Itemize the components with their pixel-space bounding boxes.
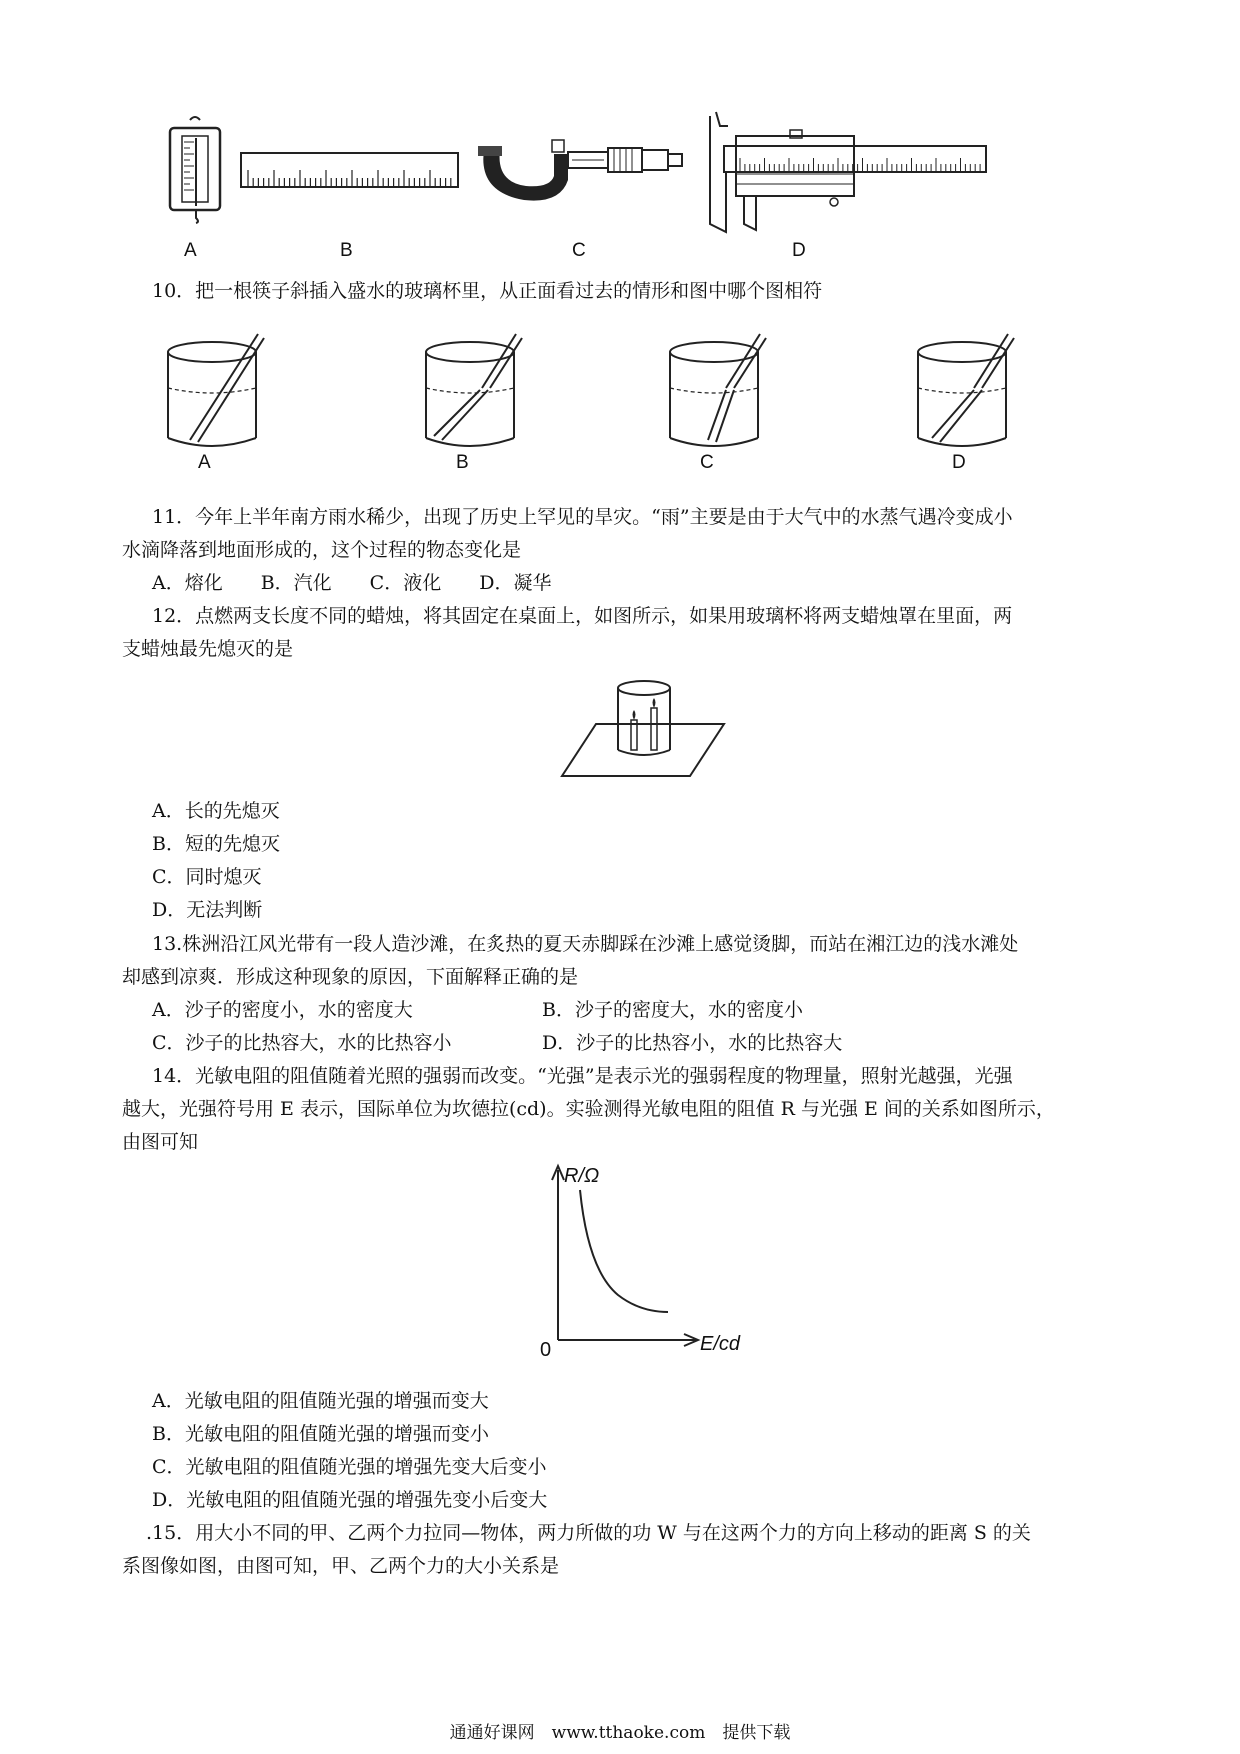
resistance-light-graph xyxy=(528,1160,768,1360)
q11-line1: 11．今年上半年南方雨水稀少，出现了历史上罕见的旱灾。“雨”主要是由于大气中的水蒸气遇冷变成小 xyxy=(152,506,1013,528)
q13-line1: 13.株洲沿江风光带有一段人造沙滩，在炙热的夏天赤脚踩在沙滩上感觉烫脚，而站在湘江边的浅水滩处 xyxy=(152,933,1019,955)
q13-option-c: C．沙子的比热容大，水的比热容小 xyxy=(152,1032,452,1054)
glass-figure-c xyxy=(664,330,774,450)
fig9-label-a: A xyxy=(184,240,197,261)
q14-option-c: C．光敏电阻的阻值随光强的增强先变大后变小 xyxy=(152,1456,547,1478)
q10-label-d: D xyxy=(952,452,966,473)
q14-line3: 由图可知 xyxy=(122,1131,199,1153)
vernier-caliper-figure xyxy=(700,112,990,236)
fig9-label-d: D xyxy=(792,240,806,261)
q14-line1: 14．光敏电阻的阻值随着光照的强弱而改变。“光强”是表示光的强弱程度的物理量，照射光越强，光强 xyxy=(152,1065,1013,1087)
q13-option-a: A．沙子的密度小，水的密度大 xyxy=(152,999,413,1021)
q14-option-b: B．光敏电阻的阻值随光强的增强而变小 xyxy=(152,1423,489,1445)
fig9-label-c: C xyxy=(572,240,586,261)
q15-line2: 系图像如图，由图可知，甲、乙两个力的大小关系是 xyxy=(122,1555,560,1577)
spring-scale-figure xyxy=(160,118,230,223)
glass-figure-b xyxy=(420,330,530,450)
fig9-label-b: B xyxy=(340,240,353,261)
graph-y-label: R/Ω xyxy=(564,1165,600,1187)
q12-line2: 支蜡烛最先熄灭的是 xyxy=(122,638,294,660)
graph-x-label: E/cd xyxy=(700,1333,741,1355)
q10-label-a: A xyxy=(198,452,211,473)
q11-options: A．熔化 B．汽化 C．液化 D．凝华 xyxy=(152,572,552,594)
q11-line2: 水滴降落到地面形成的，这个过程的物态变化是 xyxy=(122,539,522,561)
q14-option-a: A．光敏电阻的阻值随光强的增强而变大 xyxy=(152,1390,489,1412)
q13-option-d: D．沙子的比热容小，水的比热容大 xyxy=(542,1032,843,1054)
micrometer-figure xyxy=(474,132,686,208)
page-footer: 通通好课网 www.tthaoke.com 提供下载 xyxy=(449,1723,791,1743)
glass-figure-a xyxy=(162,330,272,450)
q10-label-c: C xyxy=(700,452,714,473)
graph-origin-label: 0 xyxy=(540,1339,552,1361)
candles-under-glass-figure xyxy=(560,676,726,782)
q14-option-d: D．光敏电阻的阻值随光强的增强先变小后变大 xyxy=(152,1489,548,1511)
q10-label-b: B xyxy=(456,452,469,473)
q12-option-d: D．无法判断 xyxy=(152,899,263,921)
glass-figure-d xyxy=(912,330,1022,450)
q10-text: 10．把一根筷子斜插入盛水的玻璃杯里，从正面看过去的情形和图中哪个图相符 xyxy=(152,280,823,302)
ruler-figure xyxy=(240,152,460,190)
q14-line2: 越大，光强符号用 E 表示，国际单位为坎德拉(cd)。实验测得光敏电阻的阻值 R 与光强 E 间的关系如图所示， xyxy=(122,1098,1055,1120)
q12-option-c: C．同时熄灭 xyxy=(152,866,262,888)
q12-line1: 12．点燃两支长度不同的蜡烛，将其固定在桌面上，如图所示，如果用玻璃杯将两支蜡烛罩在里面，两 xyxy=(152,605,1013,627)
q13-option-b: B．沙子的密度大，水的密度小 xyxy=(542,999,803,1021)
q13-line2: 却感到凉爽．形成这种现象的原因，下面解释正确的是 xyxy=(122,966,579,988)
q12-option-a: A．长的先熄灭 xyxy=(152,800,280,822)
q15-line1: .15．用大小不同的甲、乙两个力拉同—物体，两力所做的功 W 与在这两个力的方向上移动的距离 S 的关 xyxy=(146,1522,1031,1544)
q12-option-b: B．短的先熄灭 xyxy=(152,833,280,855)
